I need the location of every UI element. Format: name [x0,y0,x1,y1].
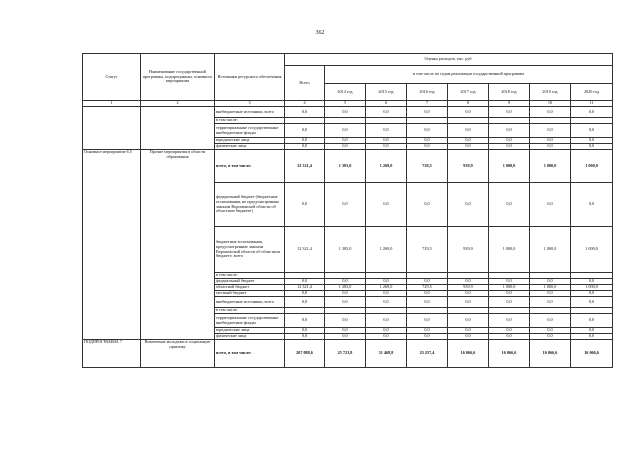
year-value-cell: 0,0 [571,291,613,297]
year-value-cell: 0,0 [571,124,613,138]
year-value-cell: 16 066,6 [448,340,489,368]
year-value-cell: 0,0 [407,138,448,144]
year-value-cell: 0,0 [366,144,407,150]
year-value-cell: 0,0 [448,314,489,328]
source-cell: юридические лица [215,138,285,144]
name-cell [141,107,215,150]
year-value-cell: 0,0 [407,291,448,297]
year-value-cell: 0,0 [407,107,448,118]
year-value-cell: 1 383,0 [325,150,366,183]
year-value-cell: 0,0 [530,124,571,138]
status-cell: Основное мероприятие 6.5 [83,150,141,340]
header-year: 2017 год [448,84,489,101]
year-value-cell: 0,0 [530,314,571,328]
table-row [83,107,613,118]
total-cell: 0,0 [285,124,325,138]
year-value-cell: 0,0 [325,328,366,334]
header-name: Наименование государственной программы, подпрограммы, основного мероприятия [141,54,215,101]
col-number: 4 [285,101,325,107]
year-value-cell: 729,5 [407,285,448,291]
year-value-cell: 0,0 [489,334,530,340]
col-number: 7 [407,101,448,107]
total-cell: 0,0 [285,291,325,297]
year-value-cell: 25 723,8 [325,340,366,368]
year-value-cell: 0,0 [489,279,530,285]
name-cell: Прочие мероприятия в области образования [141,150,215,340]
year-value-cell: 0,0 [366,138,407,144]
source-cell: в том числе: [215,308,285,314]
total-cell: 12 321,4 [285,227,325,273]
year-value-cell: 0,0 [325,314,366,328]
year-value-cell: 0,0 [448,334,489,340]
year-value-cell: 0,0 [325,138,366,144]
year-value-cell: 0,0 [571,279,613,285]
year-value-cell: 0,0 [366,297,407,308]
col-number: 1 [83,101,141,107]
status-cell: ПОДПРОГРАММА 7 [83,340,141,368]
year-value-cell: 0,0 [448,124,489,138]
total-cell: 0,0 [285,138,325,144]
source-cell: в том числе: [215,273,285,279]
source-cell: физические лица [215,144,285,150]
year-value-cell: 0,0 [325,279,366,285]
year-value-cell: 0,0 [489,138,530,144]
col-number: 5 [325,101,366,107]
total-cell: 0,0 [285,328,325,334]
year-value-cell: 0,0 [448,144,489,150]
year-value-cell: 1 000,0 [530,285,571,291]
year-value-cell: 0,0 [489,124,530,138]
year-value-cell: 0,0 [571,328,613,334]
total-cell: 0,0 [285,107,325,118]
source-cell: бюджетные ассигнования, предусмотренные законом Воронежской области об областном бюджете, всего [215,227,285,273]
year-value-cell: 729,5 [407,150,448,183]
total-cell: 0,0 [285,314,325,328]
year-value-cell: 0,0 [571,183,613,227]
year-value-cell: 1 000,0 [530,227,571,273]
year-value-cell: 0,0 [571,107,613,118]
year-value-cell: 0,0 [489,183,530,227]
year-value-cell: 0,0 [366,334,407,340]
col-number: 9 [489,101,530,107]
header-status: Статус [83,54,141,101]
source-cell: внебюджетные источники, всего [215,107,285,118]
year-value-cell: 0,0 [366,107,407,118]
year-value-cell: 0,0 [366,314,407,328]
year-value-cell: 0,0 [407,144,448,150]
year-value-cell: 0,0 [448,279,489,285]
total-cell: 12 321,4 [285,285,325,291]
year-value-cell: 1 269,0 [366,227,407,273]
source-cell: областной бюджет [215,285,285,291]
year-value-cell: 0,0 [571,297,613,308]
year-value-cell: 0,0 [530,291,571,297]
year-value-cell: 1 000,0 [530,150,571,183]
year-value-cell: 0,0 [489,314,530,328]
year-value-cell: 1 383,0 [325,227,366,273]
budget-table [82,53,613,368]
total-cell: 0,0 [285,279,325,285]
year-value-cell: 0,0 [407,314,448,328]
year-value-cell: 1 000,0 [571,150,613,183]
total-cell: 207 088,6 [285,340,325,368]
col-number: 6 [366,101,407,107]
year-value-cell: 0,0 [325,144,366,150]
source-cell: местный бюджет [215,291,285,297]
year-value-cell: 0,0 [366,291,407,297]
year-value-cell: 0,0 [489,107,530,118]
col-number: 3 [215,101,285,107]
year-value-cell: 0,0 [571,144,613,150]
year-value-cell: 0,0 [325,297,366,308]
year-value-cell: 0,0 [325,124,366,138]
year-value-cell: 0,0 [530,183,571,227]
total-cell: 12 321,4 [285,150,325,183]
source-cell: территориальные государственные внебюджетные фонды [215,124,285,138]
year-value-cell: 16 066,6 [571,340,613,368]
header-year: 2019 год [530,84,571,101]
header-by-years: в том числе по годам реализации государственной программы [325,66,613,84]
year-value-cell: 1 000,0 [571,285,613,291]
source-cell: всего, в том числе: [215,340,285,368]
year-value-cell: 939,9 [448,150,489,183]
header-total: Всего [285,66,325,101]
year-value-cell: 0,0 [325,334,366,340]
status-cell [83,107,141,150]
year-value-cell: 0,0 [530,279,571,285]
source-cell: федеральный бюджет (бюджетные ассигнования, не предусмотренные законом Воронежской области об областном бюджете) [215,183,285,227]
year-value-cell: 0,0 [489,291,530,297]
year-value-cell: 0,0 [571,314,613,328]
year-value-cell: 939,9 [448,285,489,291]
year-value-cell: 0,0 [448,138,489,144]
source-cell: внебюджетные источники, всего [215,297,285,308]
year-value-cell: 0,0 [448,183,489,227]
year-value-cell: 0,0 [366,279,407,285]
year-value-cell: 0,0 [571,138,613,144]
header-year: 2018 год [489,84,530,101]
year-value-cell: 0,0 [366,124,407,138]
year-value-cell: 0,0 [448,328,489,334]
total-cell: 0,0 [285,297,325,308]
header-estimate: Оценка расходов, тыс. руб. [285,54,613,66]
source-cell: федеральный бюджет [215,279,285,285]
year-value-cell: 0,0 [325,291,366,297]
year-value-cell: 0,0 [489,144,530,150]
year-value-cell: 0,0 [571,334,613,340]
year-value-cell: 1 383,0 [325,285,366,291]
header-year: 2020 год [571,84,613,101]
col-number: 8 [448,101,489,107]
header-year: 2014 год [325,84,366,101]
year-value-cell: 0,0 [325,183,366,227]
year-value-cell: 1 269,0 [366,150,407,183]
year-value-cell: 0,0 [530,297,571,308]
year-value-cell: 1 269,0 [366,285,407,291]
year-value-cell: 0,0 [366,183,407,227]
year-value-cell: 0,0 [366,328,407,334]
year-value-cell: 0,0 [407,124,448,138]
table-row [83,150,613,183]
source-cell: физические лица [215,334,285,340]
col-number: 2 [141,101,215,107]
year-value-cell: 0,0 [448,291,489,297]
year-value-cell: 939,9 [448,227,489,273]
year-value-cell: 0,0 [407,328,448,334]
year-value-cell: 25 257,4 [407,340,448,368]
year-value-cell: 0,0 [407,334,448,340]
source-cell: всего, в том числе: [215,150,285,183]
year-value-cell: 1 000,0 [489,150,530,183]
col-number: 10 [530,101,571,107]
table-row [83,340,613,368]
year-value-cell: 729,5 [407,227,448,273]
source-cell: в том числе: [215,118,285,124]
year-value-cell: 0,0 [530,138,571,144]
total-cell: 0,0 [285,334,325,340]
header-year: 2015 год [366,84,407,101]
year-value-cell: 0,0 [530,328,571,334]
page-number: 362 [315,30,325,36]
year-value-cell: 16 066,6 [530,340,571,368]
header-row [83,54,613,66]
year-value-cell: 0,0 [407,297,448,308]
year-value-cell: 0,0 [448,107,489,118]
name-cell: Вовлечение молодежи в социальную практику [141,340,215,368]
total-cell: 0,0 [285,144,325,150]
year-value-cell: 0,0 [325,107,366,118]
source-cell: территориальные государственные внебюджетные фонды [215,314,285,328]
year-value-cell: 16 066,6 [489,340,530,368]
source-cell: юридические лица [215,328,285,334]
year-value-cell: 0,0 [407,183,448,227]
year-value-cell: 0,0 [407,279,448,285]
year-value-cell: 1 000,0 [571,227,613,273]
col-number: 11 [571,101,613,107]
year-value-cell: 31 468,8 [366,340,407,368]
year-value-cell: 1 000,0 [489,285,530,291]
year-value-cell: 0,0 [530,144,571,150]
year-value-cell: 1 000,0 [489,227,530,273]
year-value-cell: 0,0 [530,334,571,340]
year-value-cell: 0,0 [448,297,489,308]
year-value-cell: 0,0 [530,107,571,118]
header-source: Источники ресурсного обеспечения [215,54,285,101]
year-value-cell: 0,0 [489,297,530,308]
year-value-cell: 0,0 [489,328,530,334]
header-year: 2016 год [407,84,448,101]
total-cell: 0,0 [285,183,325,227]
